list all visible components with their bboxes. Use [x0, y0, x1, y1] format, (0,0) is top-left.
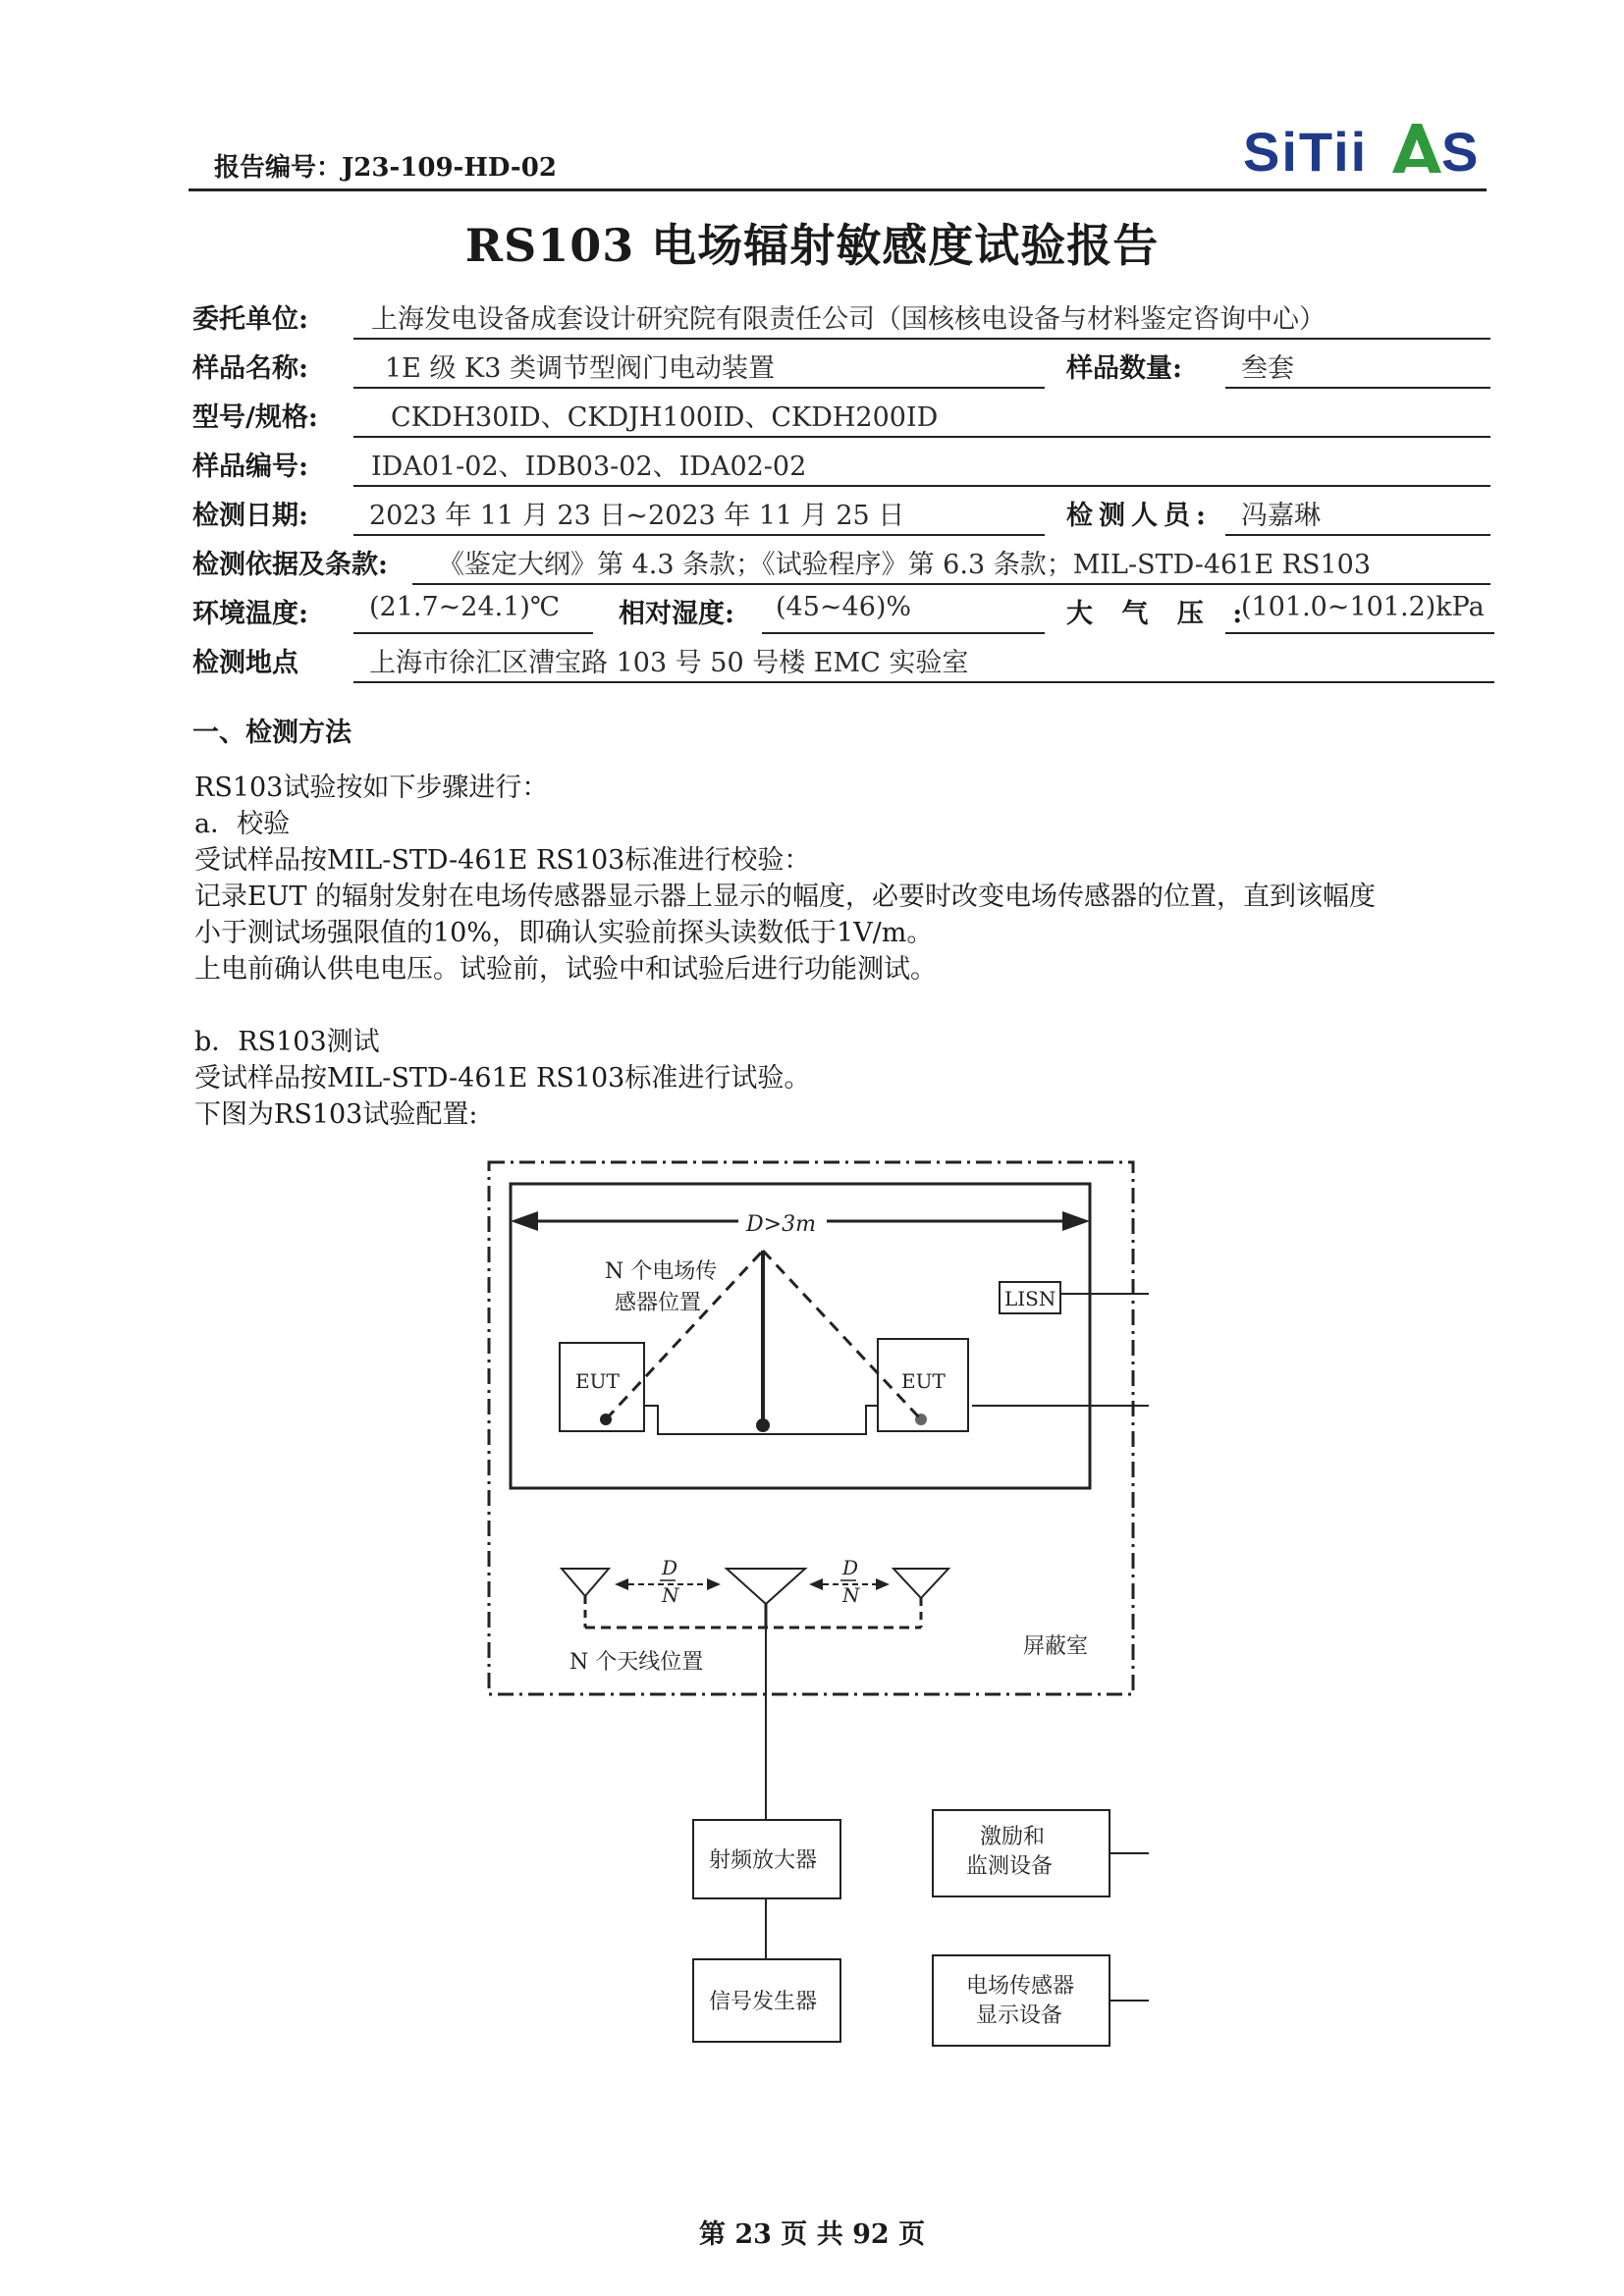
- header-rule: [189, 188, 1487, 191]
- center-sensor: [756, 1418, 770, 1432]
- pressure-underline: [1225, 632, 1494, 634]
- sample-no-label: 样品编号:: [192, 452, 308, 482]
- sample-name-underline: [353, 387, 1045, 389]
- model-underline: [353, 436, 1490, 438]
- sensor-display-line: [1110, 1294, 1149, 2001]
- sample-qty-value: 叁套: [1241, 353, 1294, 384]
- section-heading: 一、检测方法: [192, 718, 352, 748]
- report-number: 报告编号：J23-109-HD-02: [214, 153, 557, 183]
- temperature-label: 环境温度:: [192, 599, 308, 629]
- sensor-positions-label-1: N 个电场传: [605, 1259, 718, 1284]
- sample-qty-label: 样品数量:: [1066, 353, 1182, 384]
- tester-value: 冯嘉琳: [1241, 501, 1321, 531]
- sensor-positions-label-2: 感器位置: [615, 1291, 702, 1315]
- location-value: 上海市徐汇区漕宝路 103 号 50 号楼 EMC 实验室: [369, 648, 969, 678]
- report-title: RS103 电场辐射敏感度试验报告: [464, 219, 1160, 272]
- distance-label: D>3m: [746, 1212, 816, 1237]
- signal-generator-label: 信号发生器: [709, 1990, 818, 2014]
- temperature-underline: [353, 632, 593, 634]
- tester-label: 检测人员:: [1066, 501, 1212, 531]
- calibration-line-4: 上电前确认供电电压。试验前，试验中和试验后进行功能测试。: [194, 954, 937, 985]
- antenna-positions-label: N 个天线位置: [569, 1650, 704, 1675]
- rs103-setup-diagram: [481, 1156, 1149, 2059]
- svg-text:SiTii: SiTii: [1243, 121, 1369, 181]
- distance-arrow-right: [1062, 1211, 1090, 1231]
- page-footer: 第 23 页 共 92 页: [698, 2219, 926, 2250]
- location-underline: [353, 681, 1494, 683]
- distance-arrow-left: [511, 1211, 538, 1231]
- rf-amplifier-label: 射频放大器: [709, 1848, 818, 1873]
- lisn-label: LISN: [1004, 1287, 1056, 1310]
- client-value: 上海发电设备成套设计研究院有限责任公司（国核核电设备与材料鉴定咨询中心）: [371, 304, 1326, 335]
- sensor-display-label-1: 电场传感器: [966, 1974, 1075, 1999]
- calibration-line-3: 小于测试场强限值的10%，即确认实验前探头读数低于1V/m。: [194, 918, 934, 948]
- temperature-value: (21.7~24.1)℃: [369, 592, 561, 622]
- spacing-n-right: N: [842, 1583, 860, 1607]
- method-intro: RS103试验按如下步骤进行：: [194, 773, 549, 803]
- model-value: CKDH30ID、CKDJH100ID、CKDH200ID: [391, 402, 939, 433]
- sensor-display-box: [933, 1955, 1110, 2046]
- test-line-2: 下图为RS103试验配置:: [194, 1099, 478, 1130]
- sample-qty-underline: [1225, 387, 1490, 389]
- pressure-label: 大 气 压 :: [1066, 599, 1253, 629]
- spacing-d-right: D: [842, 1556, 859, 1579]
- model-label: 型号/规格:: [192, 402, 318, 433]
- svg-text:S: S: [1441, 121, 1479, 181]
- test-date-value: 2023 年 11 月 23 日~2023 年 11 月 25 日: [369, 501, 905, 531]
- spacing-d-left: D: [662, 1556, 678, 1579]
- sensor-path-right: [763, 1251, 921, 1419]
- pressure-value: (101.0~101.2)kPa: [1241, 592, 1485, 622]
- test-title: b．RS103测试: [194, 1027, 380, 1057]
- calibration-title: a．校验: [194, 809, 291, 839]
- spacing-n-left: N: [662, 1583, 679, 1607]
- calibration-line-2: 记录EUT 的辐射发射在电场传感器显示器上显示的幅度，必要时改变电场传感器的位置，直到该幅度: [194, 881, 1377, 912]
- basis-label: 检测依据及条款:: [192, 550, 388, 580]
- humidity-label: 相对湿度:: [619, 599, 734, 629]
- test-line-1: 受试样品按MIL-STD-461E RS103标准进行试验。: [194, 1063, 811, 1094]
- eut-left-label: EUT: [575, 1369, 620, 1393]
- test-date-underline: [353, 534, 1045, 536]
- excite-monitor-box: [933, 1810, 1110, 1896]
- client-label: 委托单位:: [192, 304, 308, 335]
- sample-no-value: IDA01-02、IDB03-02、IDA02-02: [371, 452, 807, 482]
- antenna-right: [893, 1569, 948, 1598]
- monitor-line: [972, 1406, 1149, 1853]
- humidity-underline: [762, 632, 1045, 634]
- sample-name-value: 1E 级 K3 类调节型阀门电动装置: [385, 353, 775, 384]
- antenna-left: [562, 1569, 609, 1596]
- antenna-center: [727, 1569, 805, 1604]
- sample-name-label: 样品名称:: [192, 353, 308, 384]
- company-logo: [1239, 118, 1485, 181]
- client-underline: [353, 338, 1490, 340]
- basis-value: 《鉴定大纲》第 4.3 条款；《试验程序》第 6.3 条款；MIL-STD-461E RS103: [438, 550, 1372, 580]
- location-label: 检测地点: [192, 648, 298, 678]
- tester-underline: [1225, 534, 1490, 536]
- test-date-label: 检测日期:: [192, 501, 308, 531]
- excite-monitor-label-2: 监测设备: [966, 1854, 1054, 1879]
- humidity-value: (45~46)%: [776, 592, 912, 622]
- calibration-line-1: 受试样品按MIL-STD-461E RS103标准进行校验：: [194, 845, 811, 876]
- basis-underline: [412, 583, 1490, 585]
- shielded-room-label: 屏蔽室: [1023, 1634, 1089, 1659]
- sensor-display-label-2: 显示设备: [976, 2003, 1063, 2028]
- eut-right-label: EUT: [901, 1369, 946, 1393]
- sample-no-underline: [353, 485, 1490, 487]
- excite-monitor-label-1: 激励和: [980, 1825, 1046, 1849]
